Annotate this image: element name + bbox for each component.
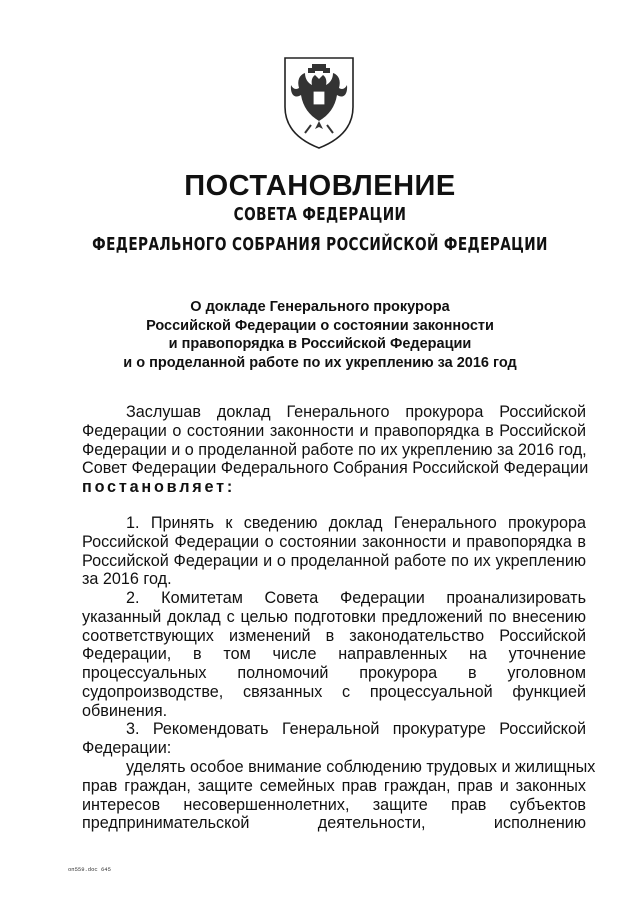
resolution-item-1 <box>82 514 586 589</box>
text-line: прав граждан, защите семейных прав граждан, прав и законных <box>82 776 586 795</box>
text-line: 3. Рекомендовать Генеральной прокуратуре Российской <box>126 720 586 738</box>
text-line: Федерации и о проделанной работе по их укреплению за 2016 год, <box>82 440 587 459</box>
text-line: предпринимательской деятельности, исполнению <box>82 814 586 833</box>
text-line: указанный доклад с целью подготовки предложений по внесению <box>82 607 586 626</box>
text-line: Российской Федерации о состоянии законности и правопорядка в <box>82 532 586 551</box>
preamble-paragraph <box>82 403 589 497</box>
text-line: Совет Федерации Федерального Собрания Российской Федерации <box>82 459 589 478</box>
subject-line: и о проделанной работе по их укреплению за 2016 год <box>123 354 517 371</box>
resolution-item-3 <box>82 720 586 758</box>
resolution-item-2 <box>82 589 586 721</box>
resolution-item-3-subpoint <box>82 758 596 833</box>
resolves-keyword: постановляет: <box>82 478 236 497</box>
issuer-line-2: ФЕДЕРАЛЬНОГО СОБРАНИЯ РОССИЙСКОЙ ФЕДЕРАЦИИ <box>92 235 548 255</box>
text-line: за 2016 год. <box>82 570 172 589</box>
russian-coat-of-arms-icon <box>281 55 357 151</box>
text-line: 1. Принять к сведению доклад Генерального прокурора <box>126 514 586 532</box>
document-footer-ref: оп559.doc 645 <box>68 866 111 873</box>
text-line: интересов несовершеннолетних, защите прав субъектов <box>82 795 586 814</box>
subject-line: О докладе Генерального прокурора <box>190 299 450 315</box>
text-line: 2. Комитетам Совета Федерации проанализировать <box>126 589 586 607</box>
subject-line: Российской Федерации о состоянии законности <box>146 317 494 334</box>
issuer-line-1: СОВЕТА ФЕДЕРАЦИИ <box>233 205 407 225</box>
subject-line: и правопорядка в Российской Федерации <box>168 336 472 352</box>
text-line: соответствующих изменений в законодательство Российской <box>82 626 586 645</box>
text-line: Заслушав доклад Генерального прокурора Российской <box>126 403 586 421</box>
document-title: ПОСТАНОВЛЕНИЕ <box>184 170 456 202</box>
text-line: Федерации о состоянии законности и правопорядка в Российской <box>82 421 586 440</box>
text-line: Федерации: <box>82 738 172 757</box>
text-line: Российской Федерации и о проделанной работе по их укреплению <box>82 551 586 570</box>
text-line: обвинения. <box>82 701 168 720</box>
document-subject <box>40 298 600 372</box>
text-line: судопроизводстве, связанных с процессуальной функцией <box>82 682 586 701</box>
text-line: процессуальных полномочий прокурора в уголовном <box>82 664 586 683</box>
text-line: Федерации, в том числе направленных на уточнение <box>82 645 586 664</box>
text-line: уделять особое внимание соблюдению трудовых и жилищных <box>126 758 596 776</box>
